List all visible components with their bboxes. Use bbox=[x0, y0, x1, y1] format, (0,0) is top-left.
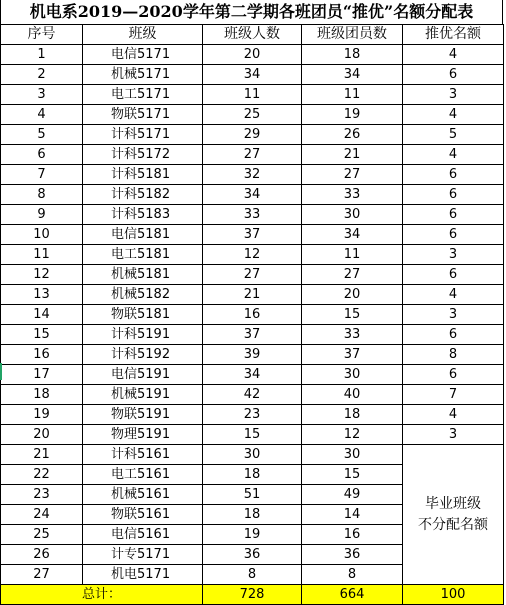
table-row bbox=[1, 205, 504, 225]
cell-no[interactable]: 12 bbox=[1, 265, 83, 285]
cell-no[interactable]: 17 bbox=[1, 365, 83, 385]
cell-quota[interactable]: 6 bbox=[403, 65, 504, 85]
cell-no[interactable]: 21 bbox=[1, 445, 83, 465]
cell-size[interactable]: 20 bbox=[203, 45, 302, 65]
cell-size[interactable]: 16 bbox=[203, 305, 302, 325]
cell-size[interactable]: 29 bbox=[203, 125, 302, 145]
table-row bbox=[1, 425, 504, 445]
cell-class[interactable]: 物理5191 bbox=[83, 425, 203, 445]
cell-members[interactable]: 11 bbox=[302, 245, 403, 265]
cell-class[interactable]: 计科5182 bbox=[83, 185, 203, 205]
total-size[interactable]: 728 bbox=[203, 585, 302, 605]
table-row bbox=[1, 45, 504, 65]
table-row bbox=[1, 405, 504, 425]
cell-quota[interactable]: 6 bbox=[403, 165, 504, 185]
cell-members[interactable]: 49 bbox=[302, 485, 403, 505]
cell-no[interactable]: 16 bbox=[1, 345, 83, 365]
cell-class[interactable]: 计专5171 bbox=[83, 545, 203, 565]
cell-class[interactable]: 计科5172 bbox=[83, 145, 203, 165]
cell-no[interactable]: 19 bbox=[1, 405, 83, 425]
cell-no[interactable]: 10 bbox=[1, 225, 83, 245]
table-row bbox=[1, 325, 504, 345]
cell-class[interactable]: 机械5171 bbox=[83, 65, 203, 85]
cell-members[interactable]: 12 bbox=[302, 425, 403, 445]
header-cell-size[interactable]: 班级人数 bbox=[203, 25, 302, 45]
cell-size[interactable]: 18 bbox=[203, 505, 302, 525]
cell-class[interactable]: 电工5161 bbox=[83, 465, 203, 485]
graduating-note-line1: 毕业班级 bbox=[425, 495, 481, 512]
cell-no[interactable]: 2 bbox=[1, 65, 83, 85]
cell-no[interactable]: 18 bbox=[1, 385, 83, 405]
total-label[interactable]: 总计： bbox=[1, 585, 203, 605]
cell-size[interactable]: 34 bbox=[203, 365, 302, 385]
cell-quota[interactable]: 6 bbox=[403, 205, 504, 225]
cell-size[interactable]: 51 bbox=[203, 485, 302, 505]
cell-size[interactable]: 12 bbox=[203, 245, 302, 265]
cell-no[interactable]: 5 bbox=[1, 125, 83, 145]
cell-no[interactable]: 26 bbox=[1, 545, 83, 565]
quota-table bbox=[0, 24, 504, 605]
cell-class[interactable]: 机械5161 bbox=[83, 485, 203, 505]
cell-class[interactable]: 电信5171 bbox=[83, 45, 203, 65]
table-row bbox=[1, 165, 504, 185]
cell-members[interactable]: 16 bbox=[302, 525, 403, 545]
total-quota[interactable]: 100 bbox=[403, 585, 504, 605]
cell-size[interactable]: 27 bbox=[203, 265, 302, 285]
cell-quota[interactable]: 4 bbox=[403, 145, 504, 165]
cell-quota[interactable]: 6 bbox=[403, 365, 504, 385]
cell-members[interactable]: 18 bbox=[302, 45, 403, 65]
total-members[interactable]: 664 bbox=[302, 585, 403, 605]
cell-class[interactable]: 物联5181 bbox=[83, 305, 203, 325]
cell-no[interactable]: 8 bbox=[1, 185, 83, 205]
cell-size[interactable]: 37 bbox=[203, 225, 302, 245]
cell-size[interactable]: 23 bbox=[203, 405, 302, 425]
cell-class[interactable]: 机械5191 bbox=[83, 385, 203, 405]
table-row bbox=[1, 265, 504, 285]
cell-class[interactable]: 计科5183 bbox=[83, 205, 203, 225]
cell-class[interactable]: 电信5191 bbox=[83, 365, 203, 385]
cell-class[interactable]: 电工5181 bbox=[83, 245, 203, 265]
cell-no[interactable]: 4 bbox=[1, 105, 83, 125]
cell-members[interactable]: 11 bbox=[302, 85, 403, 105]
header-cell-no[interactable]: 序号 bbox=[1, 25, 83, 45]
graduating-note-line2: 不分配名额 bbox=[418, 516, 488, 533]
cell-members[interactable]: 30 bbox=[302, 445, 403, 465]
graduating-note-cell[interactable] bbox=[403, 445, 504, 585]
cell-quota[interactable]: 6 bbox=[403, 265, 504, 285]
cell-members[interactable]: 33 bbox=[302, 185, 403, 205]
cell-quota[interactable]: 4 bbox=[403, 45, 504, 65]
cell-size[interactable]: 19 bbox=[203, 525, 302, 545]
table-row bbox=[1, 225, 504, 245]
table-title: 机电系2019—2020学年第二学期各班团员“推优”名额分配表 bbox=[0, 0, 503, 24]
cell-members[interactable]: 19 bbox=[302, 105, 403, 125]
cell-members[interactable]: 30 bbox=[302, 205, 403, 225]
cell-members[interactable]: 40 bbox=[302, 385, 403, 405]
table-row bbox=[1, 445, 504, 465]
cell-size[interactable]: 25 bbox=[203, 105, 302, 125]
cell-quota[interactable]: 4 bbox=[403, 105, 504, 125]
cell-no[interactable]: 1 bbox=[1, 45, 83, 65]
cell-members[interactable]: 15 bbox=[302, 305, 403, 325]
cell-class[interactable]: 物联5191 bbox=[83, 405, 203, 425]
header-row bbox=[1, 25, 504, 45]
cell-size[interactable]: 27 bbox=[203, 145, 302, 165]
cell-no[interactable]: 3 bbox=[1, 85, 83, 105]
cell-no[interactable]: 9 bbox=[1, 205, 83, 225]
cell-class[interactable]: 电信5161 bbox=[83, 525, 203, 545]
cell-size[interactable]: 33 bbox=[203, 205, 302, 225]
table-row bbox=[1, 245, 504, 265]
cell-quota[interactable]: 3 bbox=[403, 305, 504, 325]
cell-members[interactable]: 26 bbox=[302, 125, 403, 145]
cell-quota[interactable]: 8 bbox=[403, 345, 504, 365]
table-row bbox=[1, 65, 504, 85]
cell-quota[interactable]: 3 bbox=[403, 245, 504, 265]
cell-quota[interactable]: 6 bbox=[403, 185, 504, 205]
cell-members[interactable]: 33 bbox=[302, 325, 403, 345]
cell-members[interactable]: 21 bbox=[302, 145, 403, 165]
table-row bbox=[1, 145, 504, 165]
cell-size[interactable]: 30 bbox=[203, 445, 302, 465]
cell-class[interactable]: 计科5192 bbox=[83, 345, 203, 365]
cell-size[interactable]: 11 bbox=[203, 85, 302, 105]
cell-members[interactable]: 20 bbox=[302, 285, 403, 305]
cell-quota[interactable]: 3 bbox=[403, 425, 504, 445]
table-row bbox=[1, 365, 504, 385]
cell-class[interactable]: 计科5161 bbox=[83, 445, 203, 465]
cell-quota[interactable]: 7 bbox=[403, 385, 504, 405]
header-cell-quota[interactable]: 推优名额 bbox=[403, 25, 504, 45]
cell-quota[interactable]: 6 bbox=[403, 325, 504, 345]
table-row bbox=[1, 305, 504, 325]
cell-members[interactable]: 18 bbox=[302, 405, 403, 425]
cell-members[interactable]: 27 bbox=[302, 165, 403, 185]
cell-class[interactable]: 机械5182 bbox=[83, 285, 203, 305]
cell-no[interactable]: 7 bbox=[1, 165, 83, 185]
cell-size[interactable]: 39 bbox=[203, 345, 302, 365]
cell-quota[interactable]: 4 bbox=[403, 285, 504, 305]
cell-size[interactable]: 21 bbox=[203, 285, 302, 305]
cell-size[interactable]: 36 bbox=[203, 545, 302, 565]
cell-quota[interactable]: 6 bbox=[403, 225, 504, 245]
cell-no[interactable]: 13 bbox=[1, 285, 83, 305]
table-row bbox=[1, 285, 504, 305]
cell-no[interactable]: 11 bbox=[1, 245, 83, 265]
cell-class[interactable]: 计科5191 bbox=[83, 325, 203, 345]
cell-class[interactable]: 电工5171 bbox=[83, 85, 203, 105]
cell-no[interactable]: 15 bbox=[1, 325, 83, 345]
cell-no[interactable]: 20 bbox=[1, 425, 83, 445]
table-row bbox=[1, 345, 504, 365]
cell-quota[interactable]: 4 bbox=[403, 405, 504, 425]
cell-no[interactable]: 27 bbox=[1, 565, 83, 585]
cell-size[interactable]: 34 bbox=[203, 185, 302, 205]
cell-members[interactable]: 34 bbox=[302, 65, 403, 85]
table-row bbox=[1, 105, 504, 125]
cell-size[interactable]: 15 bbox=[203, 425, 302, 445]
table-row bbox=[1, 385, 504, 405]
cell-size[interactable]: 18 bbox=[203, 465, 302, 485]
table-row bbox=[1, 85, 504, 105]
row-indicator bbox=[0, 363, 2, 380]
cell-members[interactable]: 8 bbox=[302, 565, 403, 585]
cell-class[interactable]: 机械5181 bbox=[83, 265, 203, 285]
cell-members[interactable]: 36 bbox=[302, 545, 403, 565]
cell-no[interactable]: 6 bbox=[1, 145, 83, 165]
cell-no[interactable]: 23 bbox=[1, 485, 83, 505]
cell-members[interactable]: 27 bbox=[302, 265, 403, 285]
cell-size[interactable]: 8 bbox=[203, 565, 302, 585]
cell-members[interactable]: 34 bbox=[302, 225, 403, 245]
cell-class[interactable]: 物联5171 bbox=[83, 105, 203, 125]
cell-class[interactable]: 物联5161 bbox=[83, 505, 203, 525]
cell-members[interactable]: 14 bbox=[302, 505, 403, 525]
cell-size[interactable]: 37 bbox=[203, 325, 302, 345]
table-row bbox=[1, 185, 504, 205]
cell-size[interactable]: 42 bbox=[203, 385, 302, 405]
header-cell-class[interactable]: 班级 bbox=[83, 25, 203, 45]
cell-size[interactable]: 32 bbox=[203, 165, 302, 185]
cell-no[interactable]: 14 bbox=[1, 305, 83, 325]
cell-quota[interactable]: 5 bbox=[403, 125, 504, 145]
cell-members[interactable]: 37 bbox=[302, 345, 403, 365]
cell-class[interactable]: 电信5181 bbox=[83, 225, 203, 245]
table-row bbox=[1, 125, 504, 145]
header-cell-members[interactable]: 班级团员数 bbox=[302, 25, 403, 45]
total-row bbox=[1, 585, 504, 605]
cell-size[interactable]: 34 bbox=[203, 65, 302, 85]
cell-no[interactable]: 25 bbox=[1, 525, 83, 545]
cell-quota[interactable]: 3 bbox=[403, 85, 504, 105]
cell-class[interactable]: 计科5171 bbox=[83, 125, 203, 145]
cell-no[interactable]: 24 bbox=[1, 505, 83, 525]
cell-members[interactable]: 30 bbox=[302, 365, 403, 385]
cell-class[interactable]: 计科5181 bbox=[83, 165, 203, 185]
cell-no[interactable]: 22 bbox=[1, 465, 83, 485]
cell-class[interactable]: 机电5171 bbox=[83, 565, 203, 585]
cell-members[interactable]: 15 bbox=[302, 465, 403, 485]
